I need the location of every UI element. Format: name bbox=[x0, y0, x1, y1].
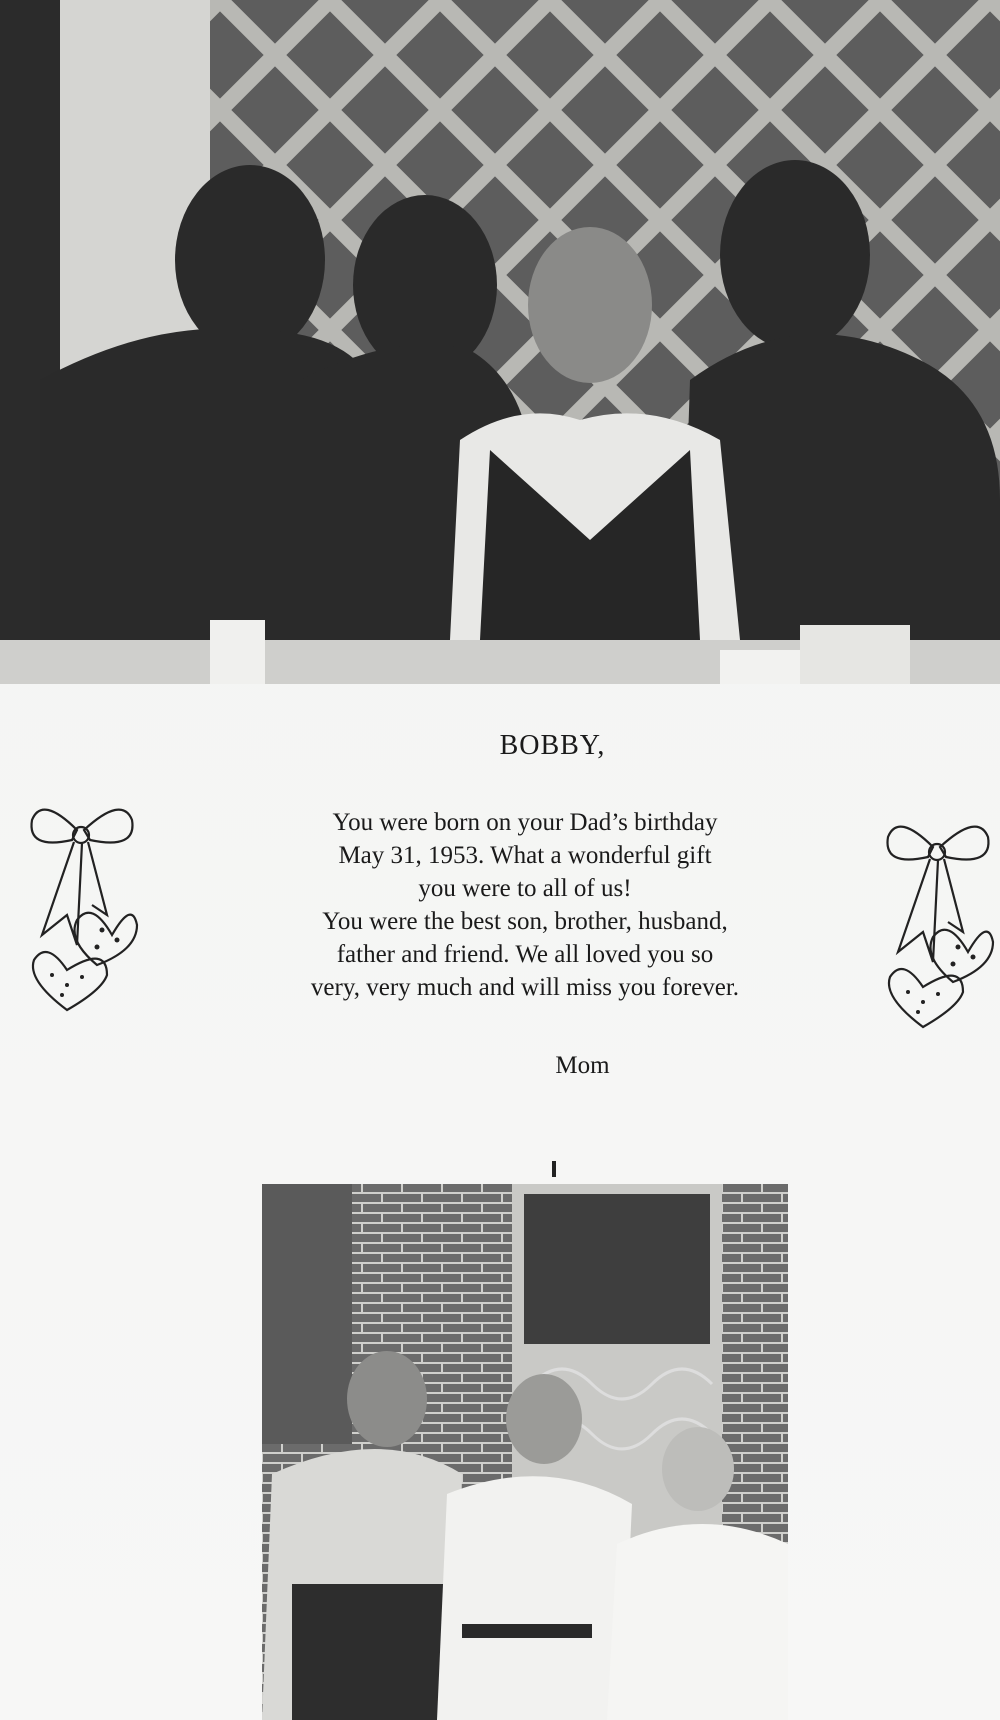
signature: Mom bbox=[555, 1052, 610, 1079]
message-line: very, very much and will miss you forever. bbox=[310, 974, 740, 1001]
three-boys-photo-icon bbox=[262, 1184, 788, 1720]
memorial-message bbox=[230, 730, 820, 1080]
message-line: father and friend. We all loved you so bbox=[336, 941, 714, 968]
three-boys-photo bbox=[262, 1184, 788, 1720]
message-line: You were born on your Dad’s birthday bbox=[332, 809, 718, 836]
message-line: You were the best son, brother, husband, bbox=[322, 908, 728, 935]
bow-hearts-icon bbox=[878, 812, 998, 1032]
bow-hearts-icon bbox=[22, 795, 142, 1015]
greeting: BOBBY, bbox=[499, 730, 606, 761]
divider-mark bbox=[552, 1161, 556, 1177]
message-line: you were to all of us! bbox=[418, 875, 632, 902]
message-body bbox=[230, 806, 820, 1004]
family-group-photo bbox=[0, 0, 1000, 684]
message-line: May 31, 1953. What a wonderful gift bbox=[338, 842, 712, 869]
family-group-photo-icon bbox=[0, 0, 1000, 684]
